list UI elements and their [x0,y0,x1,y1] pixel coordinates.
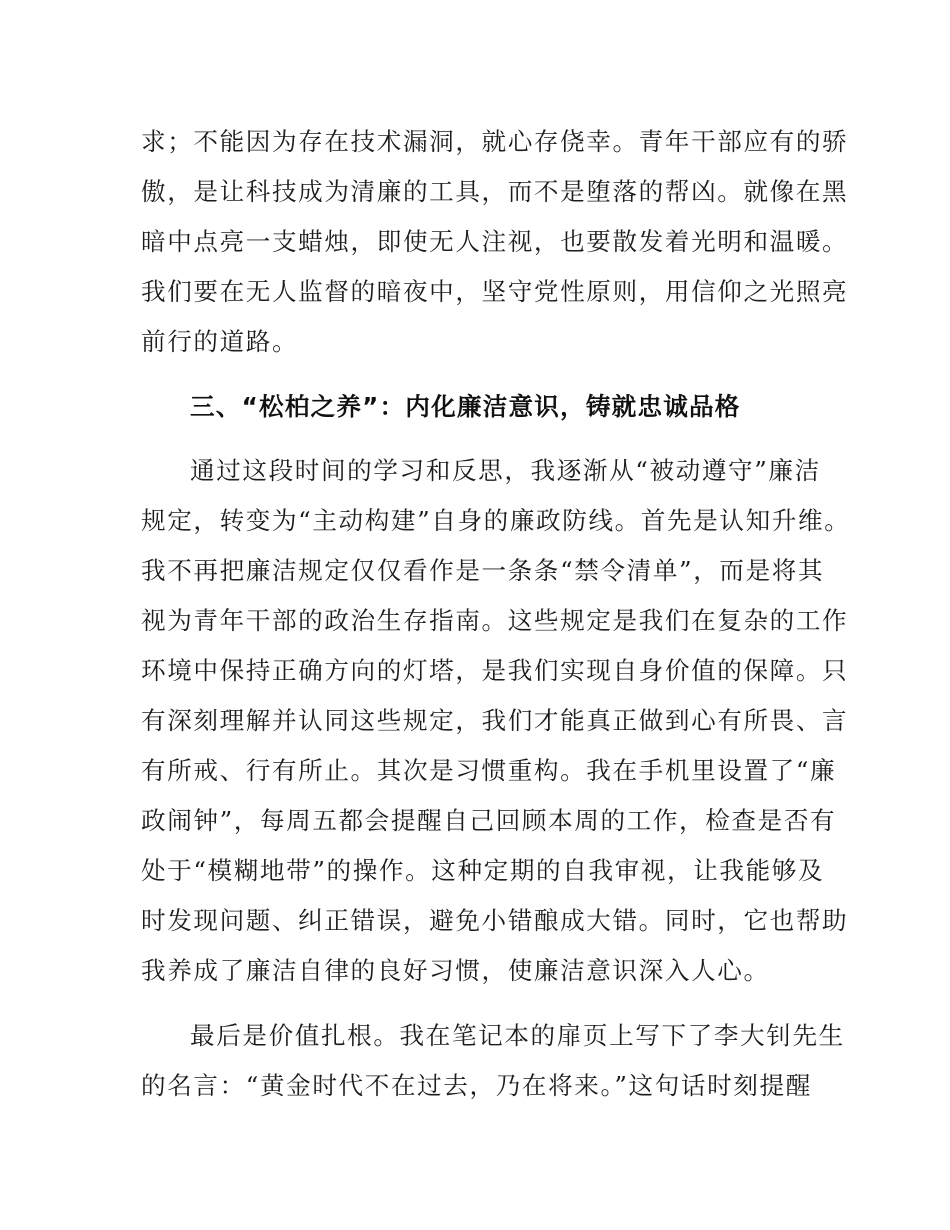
paragraph-2-line-4: 视为青年干部的政治生存指南。这些规定是我们在复杂的工作 [141,606,849,635]
paragraph-3-line-1: 最后是价值扎根。我在笔记本的扉页上写下了李大钊先生 [190,1021,845,1050]
paragraph-3-line-2: 的名言：“黄金时代不在过去，乃在将来。”这句话时刻提醒 [141,1071,812,1100]
paragraph-2-line-6: 有深刻理解并认同这些规定，我们才能真正做到心有所畏、言 [141,706,849,735]
paragraph-2-line-5: 环境中保持正确方向的灯塔，是我们实现自身价值的保障。只 [141,656,849,685]
paragraph-2-line-2: 规定，转变为“主动构建”自身的廉政防线。首先是认知升维。 [141,506,851,535]
paragraph-2-line-7: 有所戒、行有所止。其次是习惯重构。我在手机里设置了“廉 [141,756,837,785]
paragraph-2-line-8: 政闹钟”，每周五都会提醒自己回顾本周的工作，检查是否有 [141,806,837,835]
paragraph-1-line-1: 求；不能因为存在技术漏洞，就心存侥幸。青年干部应有的骄 [141,127,849,156]
paragraph-2-line-11: 我养成了廉洁自律的良好习惯，使廉洁意识深入人心。 [141,956,770,985]
paragraph-2-line-9: 处于“模糊地带”的操作。这种定期的自我审视，让我能够及 [141,856,825,885]
section-heading: 三、“松柏之养”：内化廉洁意识，铸就忠诚品格 [190,392,741,421]
paragraph-2-line-3: 我不再把廉洁规定仅仅看作是一条条“禁令清单”，而是将其 [141,556,825,585]
paragraph-2-line-1: 通过这段时间的学习和反思，我逐渐从“被动遵守”廉洁 [190,456,821,485]
paragraph-1-line-2: 傲，是让科技成为清廉的工具，而不是堕落的帮凶。就像在黑 [141,177,849,206]
paragraph-2-line-10: 时发现问题、纠正错误，避免小错酿成大错。同时，它也帮助 [141,906,849,935]
paragraph-1-line-3: 暗中点亮一支蜡烛，即使无人注视，也要散发着光明和温暖。 [141,227,849,256]
paragraph-1-line-4: 我们要在无人监督的暗夜中，坚守党性原则，用信仰之光照亮 [141,277,849,306]
paragraph-1-line-5: 前行的道路。 [141,327,299,356]
